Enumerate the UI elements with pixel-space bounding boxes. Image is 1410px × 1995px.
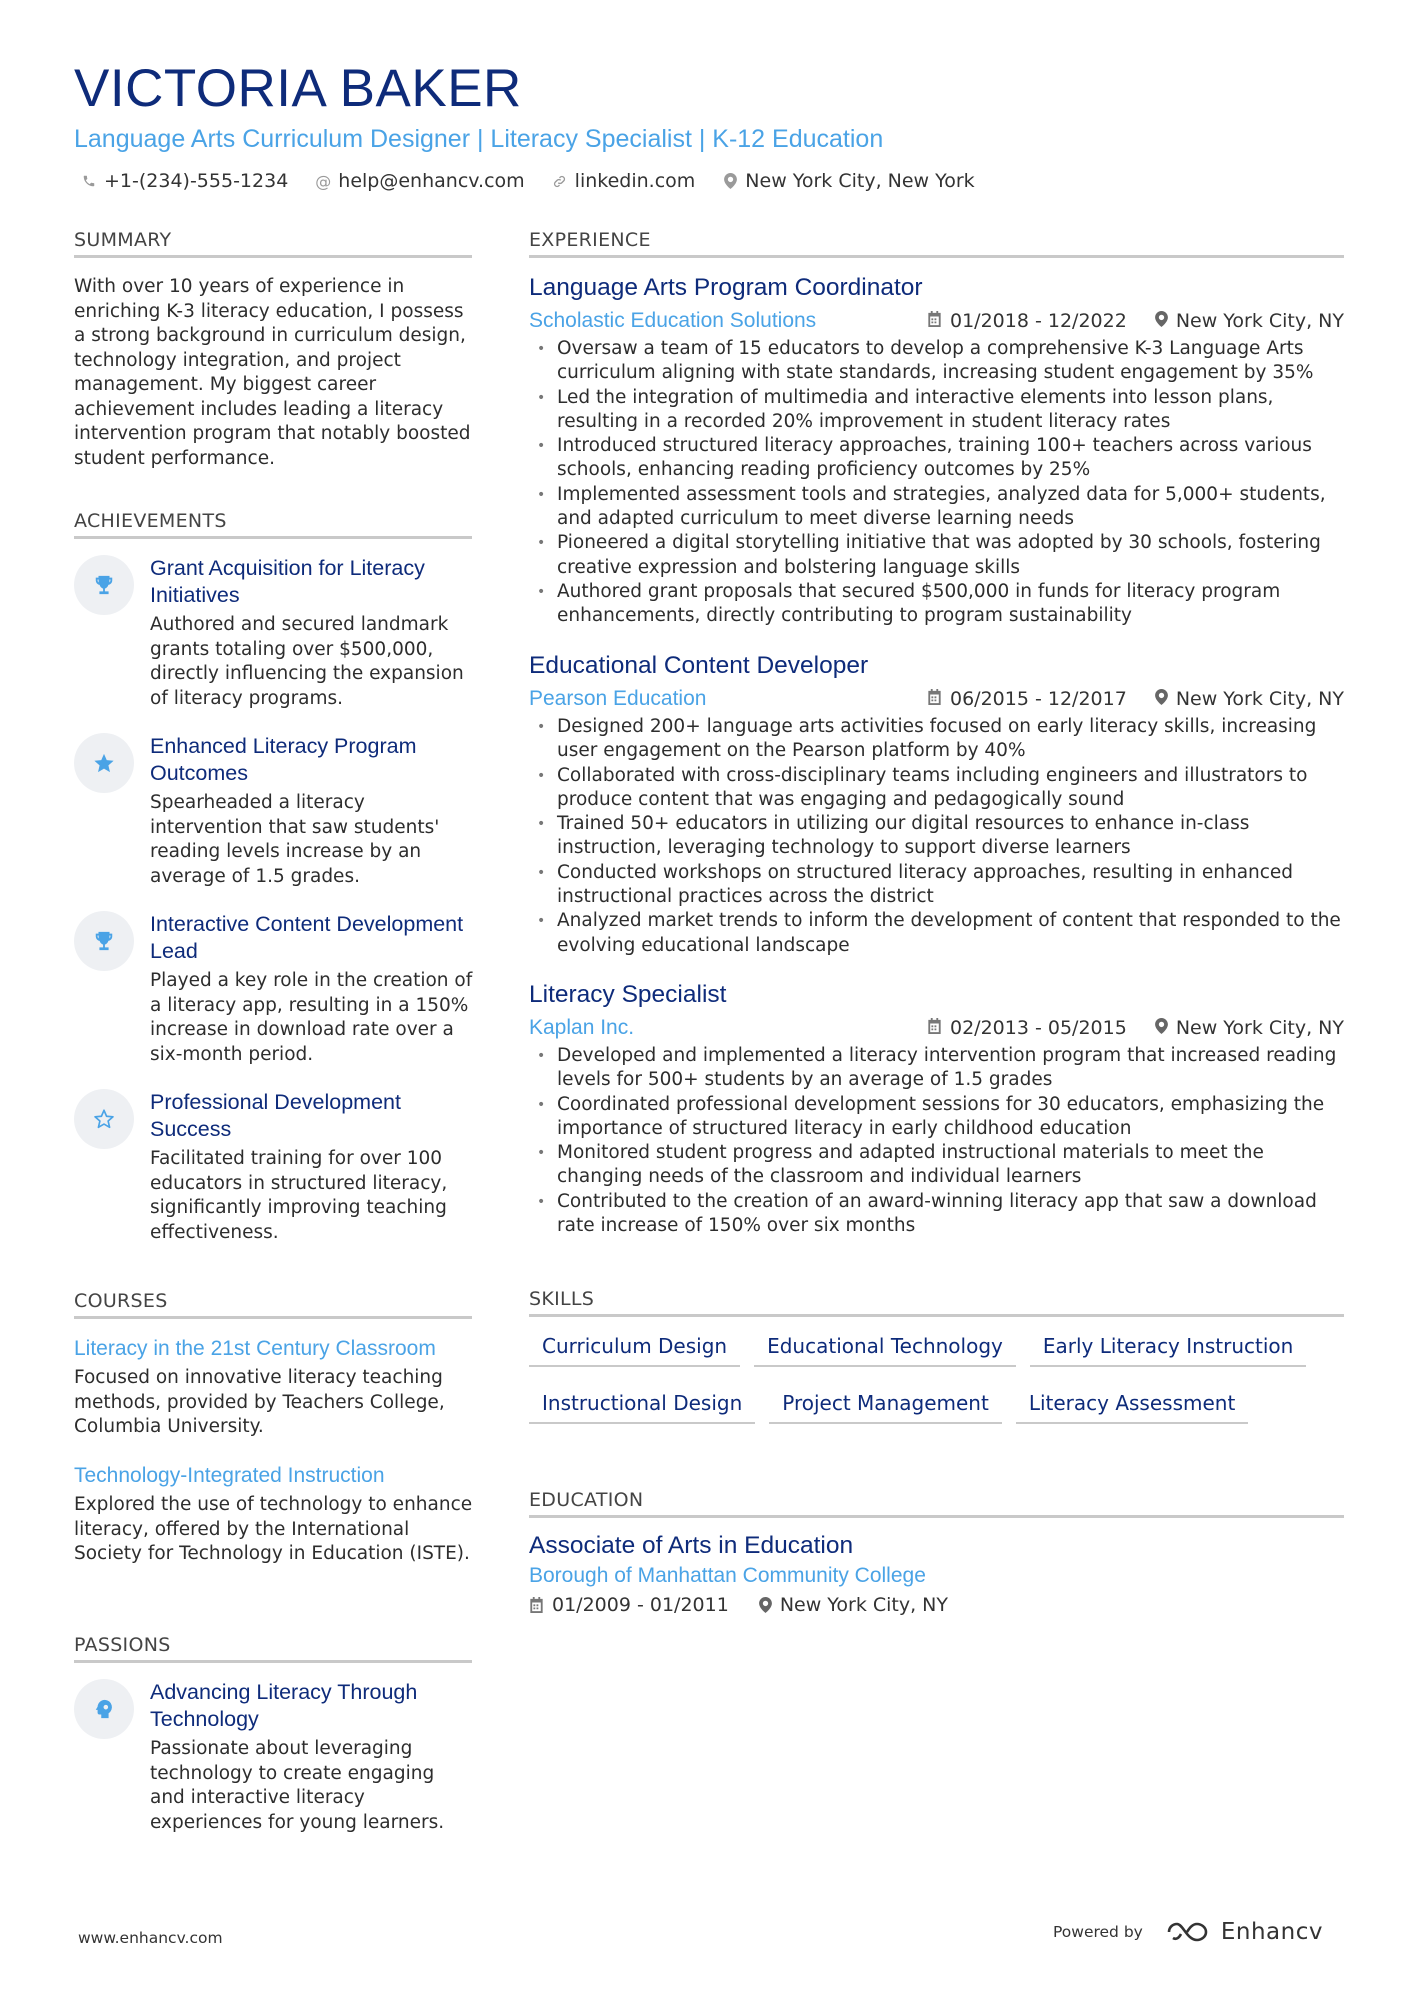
- education-meta: [529, 1594, 1344, 1616]
- education-location-text: New York City, NY: [779, 1594, 948, 1616]
- summary-heading: SUMMARY: [74, 229, 472, 258]
- contact-linkedin[interactable]: [551, 170, 696, 192]
- job-dates-text: 02/2013 - 05/2015: [950, 1017, 1127, 1039]
- job-meta: [529, 307, 1344, 335]
- achievement-item: [74, 1089, 474, 1245]
- job-title: Language Arts Program Coordinator: [529, 274, 923, 301]
- contact-email[interactable]: [314, 170, 524, 192]
- contact-location-text: New York City, New York: [745, 170, 975, 192]
- job-bullet: • Contributed to the creation of an award-winning literacy app that saw a download rate increase of 150% over six months: [529, 1190, 1344, 1239]
- job-bullet: • Coordinated professional development sessions for 30 educators, emphasizing the importance of structured literacy in early childhood education: [529, 1093, 1344, 1142]
- star-outline-icon: [74, 1089, 134, 1149]
- job-bullet: • Trained 50+ educators in utilizing our digital resources to enhance in-class instruction, leveraging technology to support diverse learners: [529, 812, 1344, 861]
- job-bullet: • Designed 200+ language arts activities focused on early literacy skills, increasing user engagement on the Pearson platform by 40%: [529, 715, 1344, 764]
- contact-phone[interactable]: [80, 170, 288, 192]
- calendar-icon: [927, 1018, 942, 1039]
- achievements-heading: ACHIEVEMENTS: [74, 510, 472, 539]
- footer-branding: [1053, 1919, 1323, 1945]
- education-dates: [529, 1594, 729, 1616]
- skills-list: [529, 1330, 1344, 1424]
- contact-bar: [80, 170, 975, 192]
- passion-title: Advancing Literacy Through Technology: [150, 1680, 418, 1731]
- experience-heading: EXPERIENCE: [529, 229, 1344, 258]
- passions-heading: PASSIONS: [74, 1634, 472, 1663]
- calendar-icon: [927, 311, 942, 332]
- achievement-desc: Spearheaded a literacy intervention that saw students' reading levels increase by an average of 1.5 grades.: [150, 792, 440, 887]
- star-icon: [74, 733, 134, 793]
- education-dates-text: 01/2009 - 01/2011: [552, 1594, 729, 1616]
- achievement-item: [74, 911, 474, 1067]
- job-dates: [927, 1017, 1127, 1039]
- course-item: [74, 1335, 474, 1440]
- experience-item: [529, 980, 1344, 1238]
- achievement-title: Enhanced Literacy Program Outcomes: [150, 734, 417, 785]
- course-desc: Explored the use of technology to enhance literacy, offered by the International Society for Technology in Education (ISTE).: [74, 1494, 473, 1564]
- job-bullet: • Collaborated with cross-disciplinary teams including engineers and illustrators to produce content that was engaging and pedagogically sound: [529, 764, 1344, 813]
- candidate-tagline: Language Arts Curriculum Designer | Literacy Specialist | K-12 Education: [74, 125, 884, 153]
- skill-tag: Literacy Assessment: [1016, 1387, 1248, 1424]
- phone-icon: [80, 174, 98, 188]
- courses-heading: COURSES: [74, 1290, 472, 1319]
- footer-website[interactable]: www.enhancv.com: [78, 1929, 223, 1947]
- education-heading: EDUCATION: [529, 1489, 1344, 1518]
- job-bullet: • Introduced structured literacy approaches, training 100+ teachers across various schools, enhancing reading proficiency outcomes by 25%: [529, 434, 1344, 483]
- contact-phone-text: +1-(234)-555-1234: [104, 170, 289, 192]
- achievement-item: [74, 555, 474, 711]
- skill-tag: Instructional Design: [529, 1387, 755, 1424]
- job-location-text: New York City, NY: [1175, 688, 1344, 710]
- location-icon: [759, 1597, 772, 1613]
- achievement-desc: Authored and secured landmark grants totaling over $500,000, directly influencing the expansion of literacy programs.: [150, 614, 464, 709]
- course-title: Literacy in the 21st Century Classroom: [74, 1337, 436, 1360]
- location-icon: [1155, 689, 1168, 710]
- degree-title: Associate of Arts in Education: [529, 1532, 854, 1559]
- skill-tag: Educational Technology: [754, 1330, 1016, 1367]
- job-location-text: New York City, NY: [1175, 310, 1344, 332]
- head-gear-icon: [74, 1679, 134, 1739]
- skill-tag: Project Management: [769, 1387, 1002, 1424]
- job-dates: [927, 310, 1127, 332]
- job-bullets: [529, 1044, 1344, 1238]
- infinity-logo-icon: [1165, 1920, 1211, 1944]
- trophy-icon: [74, 911, 134, 971]
- course-item: [74, 1462, 474, 1567]
- course-desc: Focused on innovative literacy teaching methods, provided by Teachers College, Columbia University.: [74, 1367, 445, 1437]
- brand-name: Enhancv: [1220, 1919, 1323, 1945]
- link-icon: [551, 174, 569, 189]
- experience-item: [529, 651, 1344, 958]
- education-location: [759, 1594, 948, 1616]
- skill-tag: Early Literacy Instruction: [1030, 1330, 1306, 1367]
- job-company: Pearson Education: [529, 687, 707, 710]
- job-dates-text: 01/2018 - 12/2022: [950, 310, 1127, 332]
- job-bullet: • Led the integration of multimedia and interactive elements into lesson plans, resulting in a recorded 20% improvement in student literacy rates: [529, 386, 1344, 435]
- course-title: Technology-Integrated Instruction: [74, 1464, 385, 1487]
- job-bullet: • Conducted workshops on structured literacy approaches, resulting in enhanced instructional practices across the district: [529, 861, 1344, 910]
- job-bullet: • Monitored student progress and adapted instructional materials to meet the changing needs of the classroom and individual learners: [529, 1141, 1344, 1190]
- job-title: Literacy Specialist: [529, 981, 727, 1008]
- job-meta: [529, 685, 1344, 713]
- job-bullet: • Authored grant proposals that secured $500,000 in funds for literacy program enhancements, directly contributing to program sustainability: [529, 580, 1344, 629]
- job-location: [1155, 688, 1344, 710]
- school-name: Borough of Manhattan Community College: [529, 1564, 926, 1587]
- skills-heading: SKILLS: [529, 1288, 1344, 1317]
- job-location: [1155, 310, 1344, 332]
- job-bullet: • Analyzed market trends to inform the development of content that responded to the evolving educational landscape: [529, 909, 1344, 958]
- education-item: [529, 1531, 1344, 1616]
- experience-item: [529, 273, 1344, 629]
- job-title: Educational Content Developer: [529, 652, 869, 679]
- calendar-icon: [529, 1597, 544, 1613]
- candidate-name: VICTORIA BAKER: [74, 59, 522, 118]
- calendar-icon: [927, 689, 942, 710]
- job-company: Scholastic Education Solutions: [529, 309, 817, 332]
- job-company: Kaplan Inc.: [529, 1016, 635, 1039]
- job-bullets: [529, 715, 1344, 958]
- summary-text: With over 10 years of experience in enriching K-3 literacy education, I possess a strong background in curriculum design, technology integration, and project management. My biggest career achievement includes leading a literacy intervention program that notably boosted student performance.: [74, 276, 471, 469]
- achievement-title: Interactive Content Development Lead: [150, 912, 464, 963]
- contact-location: [721, 170, 974, 192]
- passion-desc: Passionate about leveraging technology to create engaging and interactive literacy experiences for young learners.: [150, 1738, 445, 1833]
- achievement-item: [74, 733, 474, 889]
- job-dates: [927, 688, 1127, 710]
- achievement-title: Professional Development Success: [150, 1090, 401, 1141]
- job-bullet: • Implemented assessment tools and strategies, analyzed data for 5,000+ students, and adapted curriculum to meet diverse learning needs: [529, 483, 1344, 532]
- powered-by-label: Powered by: [1053, 1923, 1143, 1941]
- job-bullet: • Pioneered a digital storytelling initiative that was adopted by 30 schools, fostering creative expression and bolstering language skills: [529, 531, 1344, 580]
- location-icon: [1155, 311, 1168, 332]
- contact-linkedin-text: linkedin.com: [574, 170, 696, 192]
- job-location: [1155, 1017, 1344, 1039]
- achievement-desc: Facilitated training for over 100 educators in structured literacy, significantly improving teaching effectiveness.: [150, 1148, 448, 1243]
- location-icon: [1155, 1018, 1168, 1039]
- achievement-desc: Played a key role in the creation of a literacy app, resulting in a 150% increase in download rate over a six-month period.: [150, 970, 473, 1065]
- enhancv-logo[interactable]: [1165, 1919, 1323, 1945]
- achievement-title: Grant Acquisition for Literacy Initiatives: [150, 556, 425, 607]
- job-location-text: New York City, NY: [1175, 1017, 1344, 1039]
- job-bullet: • Developed and implemented a literacy intervention program that increased reading levels for 500+ students by an average of 1.5 grades: [529, 1044, 1344, 1093]
- contact-email-text: help@enhancv.com: [338, 170, 525, 192]
- job-bullets: [529, 337, 1344, 629]
- trophy-icon: [74, 555, 134, 615]
- location-icon: [721, 173, 739, 189]
- job-dates-text: 06/2015 - 12/2017: [950, 688, 1127, 710]
- job-bullet: • Oversaw a team of 15 educators to develop a comprehensive K-3 Language Arts curriculum aligning with state standards, increasing student engagement by 35%: [529, 337, 1344, 386]
- passion-item: [74, 1679, 474, 1835]
- at-icon: @: [315, 171, 332, 191]
- skill-tag: Curriculum Design: [529, 1330, 740, 1367]
- job-meta: [529, 1014, 1344, 1042]
